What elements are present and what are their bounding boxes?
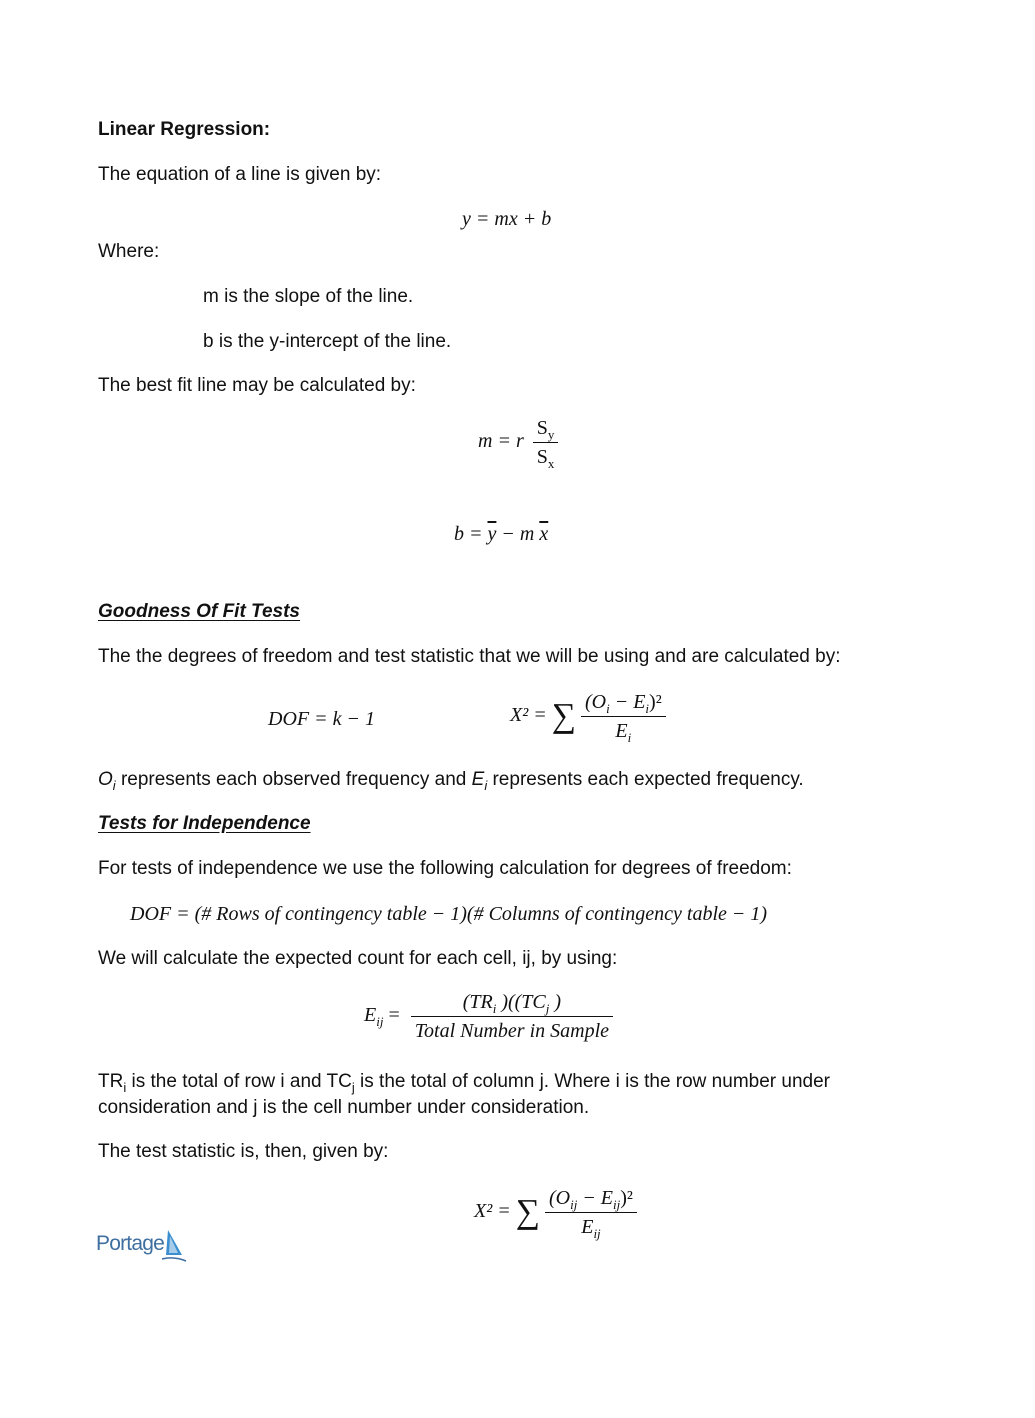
note-o: O <box>98 769 113 790</box>
intercept-formula <box>454 522 548 546</box>
chi2-num-sub2: ij <box>613 1197 621 1212</box>
dof-formula-independence: DOF = (# Rows of contingency table − 1)(# Columns of contingency table − 1) <box>130 903 768 925</box>
independence-intro: For tests of independence we use the following calculation for degrees of freedom: <box>98 858 792 879</box>
chi-fraction <box>581 690 666 743</box>
sigma-symbol: ∑ <box>551 697 576 735</box>
chi-num-sub2: i <box>645 701 650 716</box>
chi-den-sub: i <box>627 730 632 745</box>
chi-square-formula-goodness <box>510 690 666 743</box>
slope-denominator: S <box>536 446 548 468</box>
slope-fraction <box>533 416 559 469</box>
e-eq: = <box>383 1004 400 1027</box>
chi-num-mid: − E <box>609 691 646 713</box>
y-bar: $\overline{y}$ <box>487 523 497 545</box>
chi2-num-open: (O <box>548 1187 571 1209</box>
goodness-of-fit-intro: The the degrees of freedom and test statistic that we will be using and are calculated by: <box>98 646 841 667</box>
slope-denominator-sub: x <box>547 456 555 471</box>
intercept-definition: b is the y-intercept of the line. <box>203 331 452 352</box>
expected-count-formula <box>364 990 613 1043</box>
chi2-num-mid: − E <box>577 1187 614 1209</box>
chi-num-end: )² <box>649 691 662 713</box>
logo-text: Portage <box>96 1232 164 1255</box>
note-e-sub: i <box>484 777 488 793</box>
note-o-sub: i <box>112 777 116 793</box>
tr-mid: is the total of row i and TC <box>126 1071 352 1092</box>
chi-square-formula-independence <box>474 1186 637 1239</box>
slope-numerator-sub: y <box>547 427 555 442</box>
row-column-totals-note <box>98 1069 888 1121</box>
test-statistic-intro: The test statistic is, then, given by: <box>98 1141 389 1162</box>
e-num-mid: )((TC <box>496 991 546 1013</box>
note-e: E <box>471 769 485 790</box>
tc-sub: j <box>351 1079 355 1095</box>
portage-logo <box>96 1228 196 1264</box>
chi-lhs: X² = <box>510 704 547 727</box>
best-fit-intro: The best fit line may be calculated by: <box>98 375 416 396</box>
chi-num-open: (O <box>584 691 607 713</box>
tr-end: is the total of column j. Where i is the row number under consideration and j is the cell number under consideration. <box>98 1071 830 1118</box>
where-label: Where: <box>98 241 160 262</box>
chi2-den-sub: ij <box>593 1226 601 1241</box>
chi2-fraction <box>545 1186 637 1239</box>
sigma-symbol-2: ∑ <box>515 1193 540 1231</box>
e-denominator: Total Number in Sample <box>414 1020 610 1042</box>
chi-num-sub: i <box>606 701 610 716</box>
line-equation: y = mx + b <box>462 208 552 230</box>
tr-label: TR <box>98 1071 124 1092</box>
slope-definition: m is the slope of the line. <box>203 286 414 307</box>
sail-icon <box>162 1228 188 1264</box>
expected-fraction <box>411 990 613 1043</box>
e-num-sub2: j <box>545 1001 550 1016</box>
intercept-lhs: b = <box>454 523 488 545</box>
slope-numerator: S <box>536 417 548 439</box>
observed-expected-note <box>98 768 804 792</box>
slope-formula <box>478 416 558 469</box>
note-mid: represents each observed frequency and <box>115 769 472 790</box>
expected-count-intro: We will calculate the expected count for each cell, ij, by using: <box>98 948 618 969</box>
section-heading-goodness-of-fit: Goodness Of Fit Tests <box>98 601 300 622</box>
chi2-lhs: X² = <box>474 1200 511 1223</box>
e-num-sub: i <box>492 1001 497 1016</box>
x-bar: $\overline{x}$ <box>539 523 549 545</box>
e-lhs-sub: ij <box>376 1014 384 1030</box>
section-heading-independence: Tests for Independence <box>98 813 311 834</box>
slope-lhs: m = r <box>478 430 524 453</box>
chi2-num-sub: ij <box>570 1197 578 1212</box>
chi-den: E <box>615 720 628 742</box>
dof-formula-goodness: DOF = k − 1 <box>268 708 375 730</box>
e-num-open: (TR <box>462 991 493 1013</box>
intercept-mid: − m <box>496 523 540 545</box>
line-equation-intro: The equation of a line is given by: <box>98 164 382 185</box>
note-end: represents each expected frequency. <box>487 769 804 790</box>
section-heading-linear-regression: Linear Regression: <box>98 119 271 140</box>
chi2-den: E <box>581 1216 594 1238</box>
e-lhs: E <box>364 1004 377 1027</box>
tr-sub: i <box>123 1079 127 1095</box>
chi2-num-end: )² <box>620 1187 633 1209</box>
e-num-end: ) <box>549 991 562 1013</box>
